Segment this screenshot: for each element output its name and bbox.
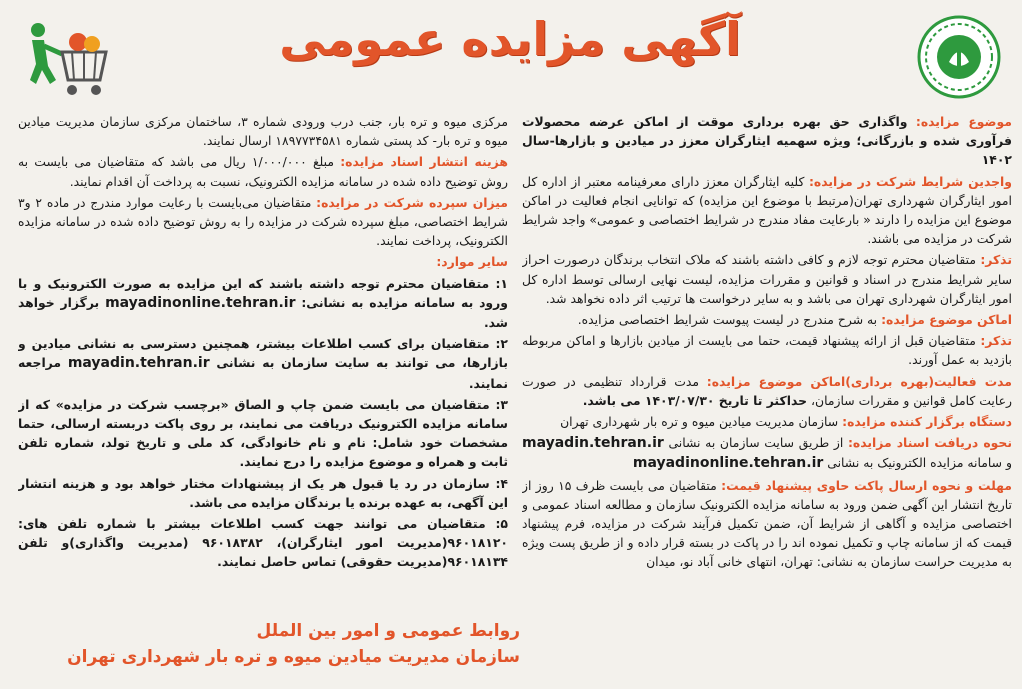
- docs-paragraph: [522, 433, 1012, 473]
- other-item-1: [18, 274, 508, 333]
- note1-label: تذکر:: [980, 252, 1012, 268]
- places-paragraph: [522, 310, 1012, 329]
- municipality-logo-icon: [914, 12, 1004, 102]
- notice-title: آگهی مزایده عمومی: [279, 12, 741, 66]
- subject-paragraph: [522, 112, 1012, 170]
- item2-end: مراجعه نمایند.: [18, 355, 508, 391]
- subject-text: واگذاری حق بهره برداری موقت از اماکن عرضه محصولات فرآوری شده و بازرگانی؛ ویژه سهمیه ایثارگران معزز در میادین و بازارها-سال ۱۴۰۲: [522, 114, 1012, 168]
- fee-paragraph: [18, 152, 508, 190]
- deposit-label: میزان سپرده شرکت در مزایده:: [316, 194, 508, 210]
- deposit-paragraph: [18, 193, 508, 251]
- other-item-2: [18, 334, 508, 393]
- organizer-paragraph: [522, 412, 1012, 431]
- note1-paragraph: [522, 250, 1012, 308]
- eligibility-label: واجدین شرایط شرکت در مزایده:: [808, 173, 1012, 189]
- organizer-label: دستگاه برگزار کننده مزایده:: [842, 414, 1012, 430]
- fee-label: هزینه انتشار اسناد مزایده:: [340, 154, 508, 170]
- item2-text: ۲: متقاضیان برای کسب اطلاعات بیشتر، همچنین دسترسی به نشانی میادین و بازارها، می توانند به سایت سازمان به نشانی: [18, 336, 508, 371]
- duration-bold: حداکثر تا تاریخ ۱۴۰۳/۰۷/۳۰ می باشد.: [582, 392, 808, 408]
- note1-text: متقاضیان محترم توجه لازم و کافی داشته باشند که ملاک انتخاب برندگان درصورت احراز سایر شرایط مندرج در اسناد و قوانین و مقررات مزایده، لیست نهایی ارسالی توسط اداره کل امور ایثارگران شهرداری تهران می باشد و به سایر درخواست ها ترتیب اثر داده نخواهد شد.: [522, 252, 1012, 306]
- docs-url-2[interactable]: mayadinonline.tehran.ir: [632, 455, 824, 472]
- docs-url-1[interactable]: mayadin.tehran.ir: [522, 435, 664, 452]
- duration-text: مدت قرارداد تنظیمی در صورت رعایت کامل قوانین و مقررات سازمان،: [522, 373, 1012, 408]
- item1-end: برگزار خواهد شد.: [18, 294, 508, 331]
- subject-label: موضوع مزایده:: [915, 114, 1012, 129]
- item5-text: ۵: متقاضیان می توانند جهت کسب اطلاعات بیشتر با شماره تلفن های: ۹۶۰۱۸۱۲۰(مدیریت امور ایثارگران)، ۹۶۰۱۸۳۸۲ (مدیریت واگذاری)و تلفن ۹۶۰۱۸۱۳۴(مدیریت حقوقی) تماس حاصل نمایند.: [18, 516, 508, 570]
- deadline-text: متقاضیان می بایست ظرف ۱۵ روز از تاریخ انتشار این آگهی ضمن ورود به سامانه مزایده الکترونیک سازمان و مطالعه اسناد عمومی و اختصاصی مزایده و آگاهی از شرایط آن، ضمن تکمیل فرآیند شرکت در مزایده، فرم پیشنهاد قیمت که از سامانه چاپ و تکمیل نموده اند را در پاکت در بسته قرار داده و از طریق پست ویژه به مدیریت حراست سازمان به نشانی: تهران، انتهای خانی آباد نو، میدان: [522, 477, 1012, 570]
- address-paragraph: [18, 112, 508, 150]
- organizer-text: سازمان مدیریت میادین میوه و تره بار شهرداری تهران: [560, 414, 839, 430]
- right-column: [522, 112, 1012, 672]
- docs-label: نحوه دریافت اسناد مزایده:: [847, 435, 1012, 451]
- shopping-cart-icon: [22, 18, 112, 103]
- footer-line-1: روابط عمومی و امور بین الملل: [256, 621, 520, 641]
- other-item-3: [18, 395, 508, 472]
- item1-url[interactable]: mayadinonline.tehran.ir: [105, 294, 296, 311]
- docs-text-2: و سامانه مزایده الکترونیک به نشانی: [827, 455, 1012, 471]
- address-text: مرکزی میوه و تره بار، جنب درب ورودی شماره ۳، ساختمان مرکزی سازمان مدیریت میادین میوه و تره بار- کد پستی شماره ۱۸۹۷۷۳۴۵۸۱ ارسال نمایند.: [18, 114, 508, 149]
- deposit-text: متقاضیان می‌بایست با رعایت موارد مندرج در ماده ۲ و۳ شرایط اختصاصی، مبلغ سپرده شرکت در مزایده را به روش توضیح داده شده در سامانه مزایده الکترونیک، پرداخت نمایند.: [18, 194, 508, 249]
- notice-body: [16, 112, 1012, 672]
- deadline-paragraph: [522, 476, 1012, 572]
- item1-text: ۱: متقاضیان محترم توجه داشته باشند که این مزایده به صورت الکترونیک و با ورود به سامانه مزایده به نشانی:: [18, 275, 508, 310]
- duration-paragraph: [522, 372, 1012, 410]
- footer-signature: [20, 618, 520, 670]
- header: [0, 0, 1022, 110]
- other-label: سایر موارد:: [436, 254, 508, 270]
- eligibility-text: کلیه ایثارگران معزز دارای معرفینامه معتبر از اداره کل امور ایثارگران شهرداری تهران(مرتبط با موضوع این مزایده) که توانایی انجام فعالیت در اماکن موضوع این مزایده را دارند « بارعایت مفاد مندرج در شرایط اختصاصی و عمومی» واجد شرایط شرکت در مزایده می باشند.: [522, 173, 1012, 247]
- footer-line-2: سازمان مدیریت میادین میوه و تره بار شهرداری تهران: [67, 647, 520, 667]
- other-item-5: [18, 514, 508, 572]
- places-label: اماکن موضوع مزایده:: [881, 312, 1012, 328]
- note2-paragraph: [522, 331, 1012, 369]
- eligibility-paragraph: [522, 172, 1012, 249]
- other-item-4: [18, 474, 508, 512]
- item3-text: ۳: متقاضیان می بایست ضمن چاپ و الصاق «برچسب شرکت در مزایده» که از سامانه مزایده الکترونیک دریافت می نمایند، بر روی پاکت دربسته ارسالی، حتما مشخصات خود شامل: نام و نام خانوادگی، کد ملی و تاریخ تولد، شماره تلفن ثابت و همراه و موضوع مزایده را درج نمایند.: [18, 396, 508, 470]
- item2-url[interactable]: mayadin.tehran.ir: [67, 355, 210, 372]
- deadline-label: مهلت و نحوه ارسال پاکت حاوی پیشنهاد قیمت:: [721, 477, 1012, 493]
- note2-text: متقاضیان قبل از ارائه پیشنهاد قیمت، حتما می بایست از میادین بازارها و اماکن مربوطه بازدید به عمل آورند.: [522, 333, 1012, 368]
- item4-text: ۴: سازمان در رد یا قبول هر یک از پیشنهادات مختار خواهد بود و هزینه انتشار این آگهی، به عهده برنده یا برندگان مزایده می باشد.: [18, 475, 508, 510]
- places-text: به شرح مندرج در لیست پیوست شرایط اختصاصی مزایده.: [577, 312, 878, 328]
- docs-text: از طریق سایت سازمان به نشانی: [668, 435, 844, 451]
- note2-label: تذکر:: [980, 333, 1012, 349]
- left-column: [18, 112, 508, 672]
- duration-label: مدت فعالیت(بهره برداری)اماکن موضوع مزایده:: [706, 373, 1012, 389]
- other-heading: [18, 252, 508, 271]
- fee-text: مبلغ ۱/۰۰۰/۰۰۰ ریال می باشد که متقاضیان می بایست به روش توضیح داده شده در سامانه مزایده الکترونیک، نسبت به پرداخت آن اقدام نمایند.: [18, 154, 508, 189]
